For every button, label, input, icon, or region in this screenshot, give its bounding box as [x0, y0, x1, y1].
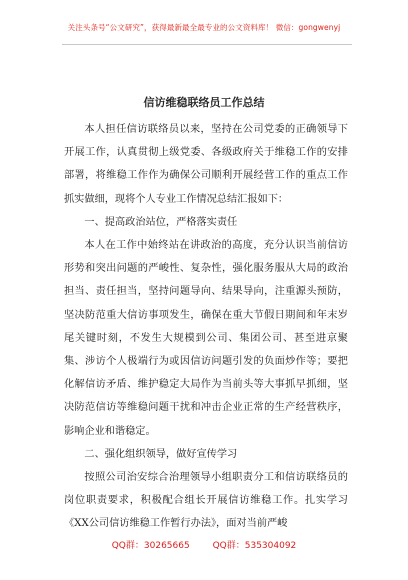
- section-heading-1: 一、提高政治站位，严格落实责任: [84, 216, 238, 228]
- header-notice: 关注头条号“公文研究”，获得最新最全最专业的公文资料库！ 微信：gongwenyj: [67, 23, 341, 32]
- footer: [0, 538, 408, 551]
- paragraph-intro: 本人担任信访联络员以来，坚持在公司党委的正确领导下开展工作，认真贯彻上级党委、各级政府关于维稳工作的安排部署，将维稳工作作为确保公司顺利开展经营工作的重点工作抓实做细，现将个人专业工作情况总结汇报如下：: [64, 124, 348, 205]
- document-title: 信访维稳联络员工作总结: [143, 96, 265, 109]
- footer-qq-group-2: QQ群：535304092: [212, 541, 297, 551]
- header-divider: [62, 44, 352, 45]
- footer-qq-group-1: QQ群：30265665: [111, 541, 190, 551]
- document-body: [64, 118, 348, 536]
- paragraph-section-1: 本人在工作中始终站在讲政治的高度，充分认识当前信访形势和突出问题的严峻性、复杂性，强化服务服从大局的政治担当、责任担当，坚持问题导向、结果导向，注重源头预防，坚决防范重大信访事项发生，确保在重大节假日期间和年末岁尾关键时刻，不发生大规模到公司、集团公司、甚至进京聚集、涉访个人极端行为或因信访问题引发的负面炒作等；要把化解信访矛盾、维护稳定大局作为当前头等大事抓早抓细，坚决防范信访等维稳问题干扰和冲击企业正常的生产经营秩序，影响企业和谐稳定。: [64, 240, 348, 437]
- section-heading-2: 二、强化组织领导，做好宣传学习: [84, 448, 238, 460]
- paragraph-section-2: 按照公司治安综合治理领导小组职责分工和信访联络员的岗位职责要求，积极配合组长开展信访维稳工作。扎实学习《XX公司信访维稳工作暂行办法》，面对当前严峻: [64, 472, 348, 530]
